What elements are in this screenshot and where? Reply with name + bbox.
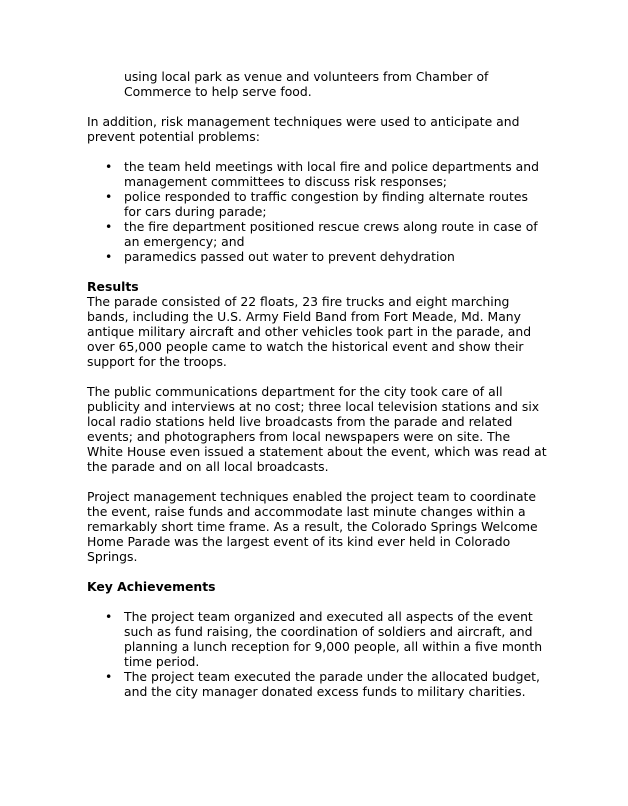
list-item-text: The project team executed the parade under the allocated budget, and the city manager donated excess funds to military charities. xyxy=(124,669,540,699)
bullet-icon: • xyxy=(105,249,113,264)
continuation-text: using local park as venue and volunteers from Chamber of Commerce to help serve food. xyxy=(124,69,489,99)
list-item-text: The project team organized and executed all aspects of the event such as fund raising, the coordination of soldiers and aircraft, and planning a lunch reception for 9,000 people, all within a five month time period. xyxy=(124,609,543,669)
list-item-text: police responded to traffic congestion by finding alternate routes for cars during parade; xyxy=(124,189,528,219)
list-item xyxy=(87,669,547,699)
bullet-icon: • xyxy=(105,219,113,234)
list-item xyxy=(87,159,547,189)
list-item xyxy=(87,609,547,669)
bullet-icon: • xyxy=(105,669,113,684)
results-paragraph-2: The public communications department for the city took care of all publicity and interviews at no cost; three local television stations and six local radio stations held live broadcasts from the parade and related events; and photographers from local newspapers were on site. The White House even issued a statement about the event, which was read at the parade and on all local broadcasts. xyxy=(87,384,547,474)
list-item xyxy=(87,249,547,264)
bullet-icon: • xyxy=(105,609,113,624)
list-item-text: the fire department positioned rescue crews along route in case of an emergency; and xyxy=(124,219,538,249)
bullet-icon: • xyxy=(105,159,113,174)
risk-list xyxy=(87,159,547,264)
list-item-text: the team held meetings with local fire and police departments and management committees to discuss risk responses; xyxy=(124,159,539,189)
achievements-heading: Key Achievements xyxy=(87,579,216,594)
achievements-list xyxy=(87,609,547,699)
risk-intro: In addition, risk management techniques were used to anticipate and prevent potential problems: xyxy=(87,114,520,144)
results-heading: Results xyxy=(87,279,139,294)
list-item-text: paramedics passed out water to prevent dehydration xyxy=(124,249,455,264)
results-paragraph-3: Project management techniques enabled the project team to coordinate the event, raise funds and accommodate last minute changes within a remarkably short time frame. As a result, the Colorado Springs Welcome Home Parade was the largest event of its kind ever held in Colorado Springs. xyxy=(87,489,538,564)
results-paragraph-1: The parade consisted of 22 floats, 23 fire trucks and eight marching bands, including the U.S. Army Field Band from Fort Meade, Md. Many antique military aircraft and other vehicles took part in the parade, and over 65,000 people came to watch the historical event and show their support for the troops. xyxy=(87,294,532,369)
list-item xyxy=(87,189,547,219)
document-page xyxy=(87,69,547,699)
list-item xyxy=(87,219,547,249)
bullet-icon: • xyxy=(105,189,113,204)
